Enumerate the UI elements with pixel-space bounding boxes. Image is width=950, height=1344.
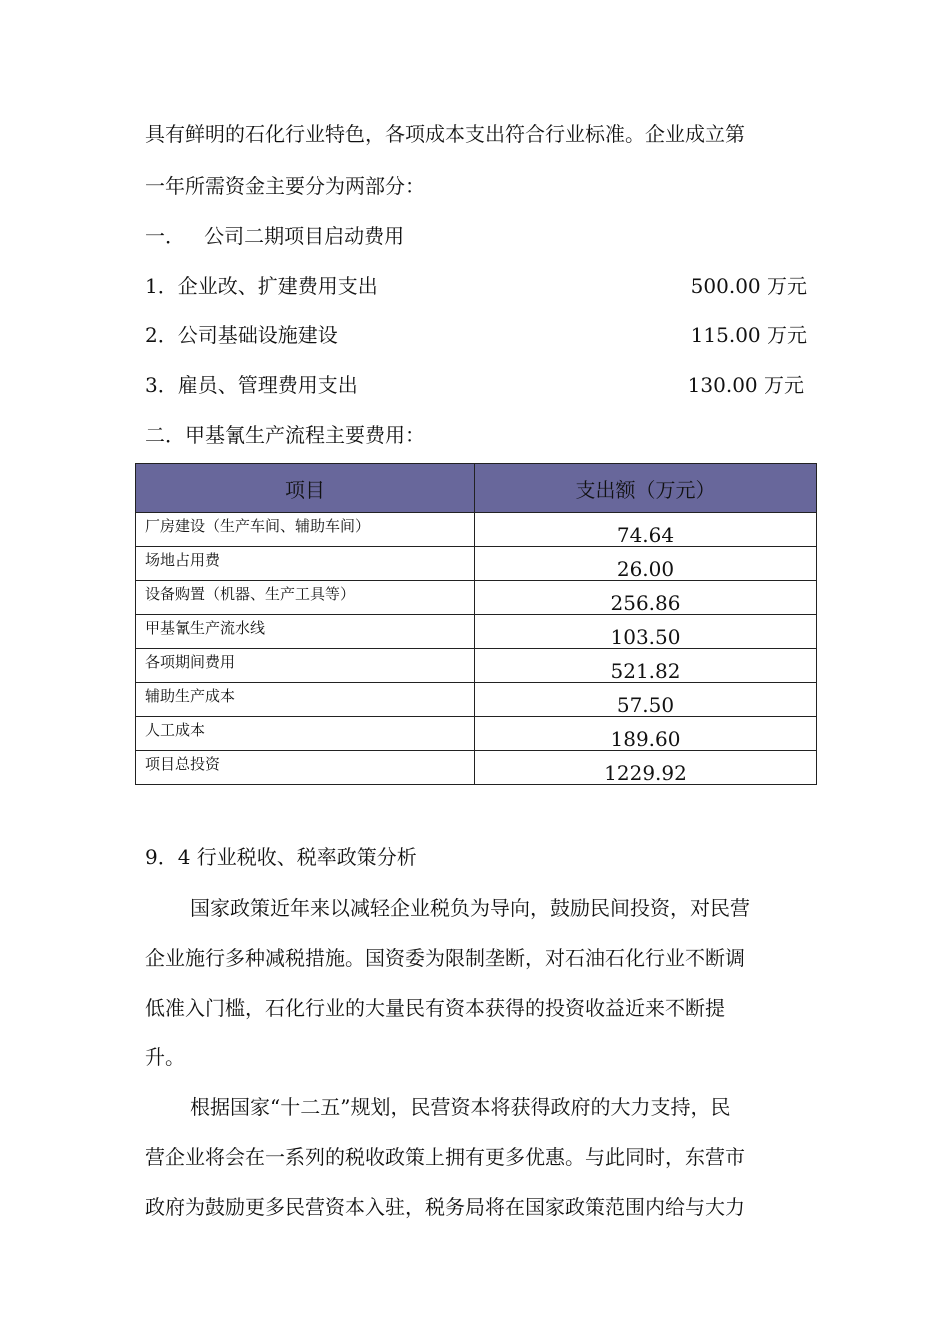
expense-item-label: 2．公司基础设施建设 bbox=[145, 323, 338, 347]
cost-item-name: 甲基氰生产流水线 bbox=[136, 615, 475, 649]
cost-item-value: 57.50 bbox=[475, 683, 817, 717]
section-two-heading: 二．甲基氰生产流程主要费用： bbox=[145, 423, 425, 447]
tax-para2-line: 营企业将会在一系列的税收政策上拥有更多优惠。与此同时，东营市 bbox=[145, 1145, 745, 1169]
tax-para2-line: 根据国家“十二五”规划，民营资本将获得政府的大力支持，民 bbox=[190, 1095, 731, 1119]
tax-para1-line: 升。 bbox=[145, 1045, 185, 1069]
table-row bbox=[136, 547, 817, 581]
cost-item-name: 场地占用费 bbox=[136, 547, 475, 581]
table-header-row bbox=[136, 464, 817, 513]
table-row bbox=[136, 513, 817, 547]
intro-line-1: 具有鲜明的石化行业特色，各项成本支出符合行业标准。企业成立第 bbox=[145, 122, 745, 146]
cost-item-name: 项目总投资 bbox=[136, 751, 475, 785]
table-row bbox=[136, 717, 817, 751]
column-header-amount: 支出额（万元） bbox=[475, 464, 817, 513]
section-one-heading: 一． 公司二期项目启动费用 bbox=[145, 224, 405, 248]
expense-item-label: 3．雇员、管理费用支出 bbox=[145, 373, 358, 397]
tax-para1-line: 企业施行多种减税措施。国资委为限制垄断，对石油石化行业不断调 bbox=[145, 946, 745, 970]
table-row bbox=[136, 649, 817, 683]
tax-para1-line: 低准入门槛，石化行业的大量民有资本获得的投资收益近来不断提 bbox=[145, 996, 725, 1020]
cost-item-name: 设备购置（机器、生产工具等） bbox=[136, 581, 475, 615]
column-header-item: 项目 bbox=[136, 464, 475, 513]
cost-item-value: 74.64 bbox=[475, 513, 817, 547]
cost-item-value: 103.50 bbox=[475, 615, 817, 649]
expense-item-amount: 500.00 万元 bbox=[690, 274, 807, 298]
cost-item-value: 189.60 bbox=[475, 717, 817, 751]
tax-para1-line: 国家政策近年来以减轻企业税负为导向，鼓励民间投资，对民营 bbox=[190, 896, 750, 920]
cost-item-value: 521.82 bbox=[475, 649, 817, 683]
expense-item-label: 1．企业改、扩建费用支出 bbox=[145, 274, 378, 298]
cost-item-name: 人工成本 bbox=[136, 717, 475, 751]
cost-item-value: 256.86 bbox=[475, 581, 817, 615]
table-row bbox=[136, 683, 817, 717]
table-row-total bbox=[136, 751, 817, 785]
table-row bbox=[136, 581, 817, 615]
cost-item-value: 26.00 bbox=[475, 547, 817, 581]
expense-item-amount: 115.00 万元 bbox=[690, 323, 807, 347]
cost-table bbox=[135, 463, 817, 785]
cost-item-name: 辅助生产成本 bbox=[136, 683, 475, 717]
expense-item-amount: 130.00 万元 bbox=[687, 373, 804, 397]
section-tax-heading: 9．4 行业税收、税率政策分析 bbox=[145, 845, 417, 869]
cost-item-value: 1229.92 bbox=[475, 751, 817, 785]
tax-para2-line: 政府为鼓励更多民营资本入驻，税务局将在国家政策范围内给与大力 bbox=[145, 1195, 745, 1219]
intro-line-2: 一年所需资金主要分为两部分： bbox=[145, 174, 425, 198]
cost-item-name: 各项期间费用 bbox=[136, 649, 475, 683]
table-row bbox=[136, 615, 817, 649]
cost-item-name: 厂房建设（生产车间、辅助车间） bbox=[136, 513, 475, 547]
